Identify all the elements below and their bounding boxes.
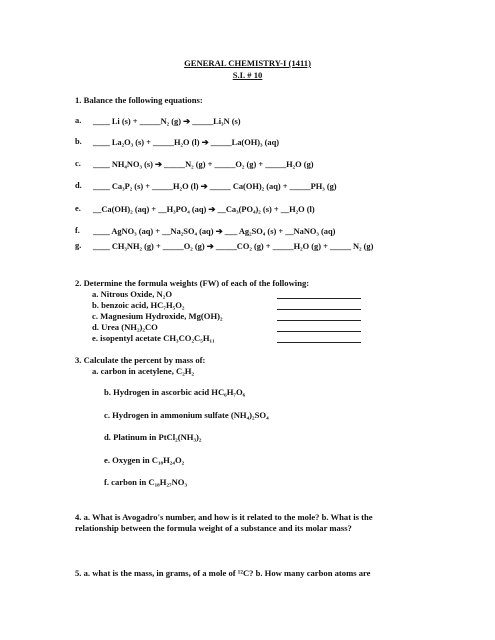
question-4-line-2: relationship between the formula weight of a substance and its molar mass? xyxy=(75,523,352,533)
q2-item-d: d. Urea (NH₂)₂CO xyxy=(92,322,158,332)
q3-item-a: a. carbon in acetylene, C₂H₂ xyxy=(92,366,195,376)
equation-c: ____ NH₄NO₃ (s) ➔ _____N₂ (g) + _____O₂ (g) + _____H₂O (g) xyxy=(93,160,314,169)
q3-item-d: d. Platinum in PtCl₂(NH₃)₂ xyxy=(104,432,202,442)
worksheet-subtitle: S.I. # 10 xyxy=(232,70,263,80)
equation-b: ____ La₂O₃ (s) + _____H₂O (l) ➔ _____La(OH)₃ (aq) xyxy=(93,138,280,147)
answer-line-e[interactable] xyxy=(277,342,361,343)
q2-item-e: e. isopentyl acetate CH₃CO₂C₅H₁₁ xyxy=(92,333,215,343)
answer-line-c[interactable] xyxy=(277,320,361,321)
q3-item-c: c. Hydrogen in ammonium sulfate (NH₄)₂SO₄ xyxy=(104,410,269,420)
answer-line-a[interactable] xyxy=(277,298,361,299)
q2-item-c: c. Magnesium Hydroxide, Mg(OH)₂ xyxy=(92,311,223,321)
answer-line-b[interactable] xyxy=(277,309,361,310)
equation-a: ____ Li (s) + _____N₂ (g) ➔ _____Li₃N (s) xyxy=(93,117,241,126)
equation-b-label: b. xyxy=(75,137,82,146)
equation-e: __Ca(OH)₂ (aq) + __H₃PO₄ (aq) ➔ __Ca₃(PO₄)₂ (s) + __H₂O (l) xyxy=(93,205,315,214)
q2-item-b: b. benzoic acid, HC₇H₅O₂ xyxy=(92,300,185,310)
worksheet-title: GENERAL CHEMISTRY-I (1411) xyxy=(184,58,311,68)
question-3-prompt: 3. Calculate the percent by mass of: xyxy=(75,355,206,365)
q3-item-e: e. Oxygen in C₁₈H₂₄O₂ xyxy=(104,455,185,465)
q2-item-a: a. Nitrous Oxide, N₂O xyxy=(92,289,173,299)
equation-c-label: c. xyxy=(75,159,81,168)
equation-d-label: d. xyxy=(75,181,82,190)
q3-item-f: f. carbon in C₁₈H₂₇NO₃ xyxy=(104,477,188,487)
q3-item-b: b. Hydrogen in ascorbic acid HC₆H₇O₆ xyxy=(104,387,246,397)
answer-line-d[interactable] xyxy=(277,331,361,332)
question-2-prompt: 2. Determine the formula weights (FW) of each of the following: xyxy=(75,278,310,288)
question-4-line-1: 4. a. What is Avogadro's number, and how is it related to the mole? b. What is the xyxy=(75,512,373,522)
equation-f-label: f. xyxy=(75,226,80,235)
equation-g: ____ CH₃NH₂ (g) + _____O₂ (g) ➔ _____CO₂ (g) + _____H₂O (g) + _____ N₂ (g) xyxy=(93,242,374,251)
question-1-prompt: 1. Balance the following equations: xyxy=(75,95,203,105)
equation-g-label: g. xyxy=(75,241,82,250)
question-5-line-1: 5. a. what is the mass, in grams, of a mole of ¹²C? b. How many carbon atoms are xyxy=(75,568,371,578)
equation-d: ____ Ca₃P₂ (s) + _____H₂O (l) ➔ _____ Ca(OH)₂ (aq) + _____PH₃ (g) xyxy=(93,182,337,191)
equation-f: ____ AgNO₃ (aq) + __Na₂SO₄ (aq) ➔ ___ Ag₂SO₄ (s) + __NaNO₃ (aq) xyxy=(93,227,336,236)
equation-a-label: a. xyxy=(75,116,82,125)
equation-e-label: e. xyxy=(75,204,81,213)
